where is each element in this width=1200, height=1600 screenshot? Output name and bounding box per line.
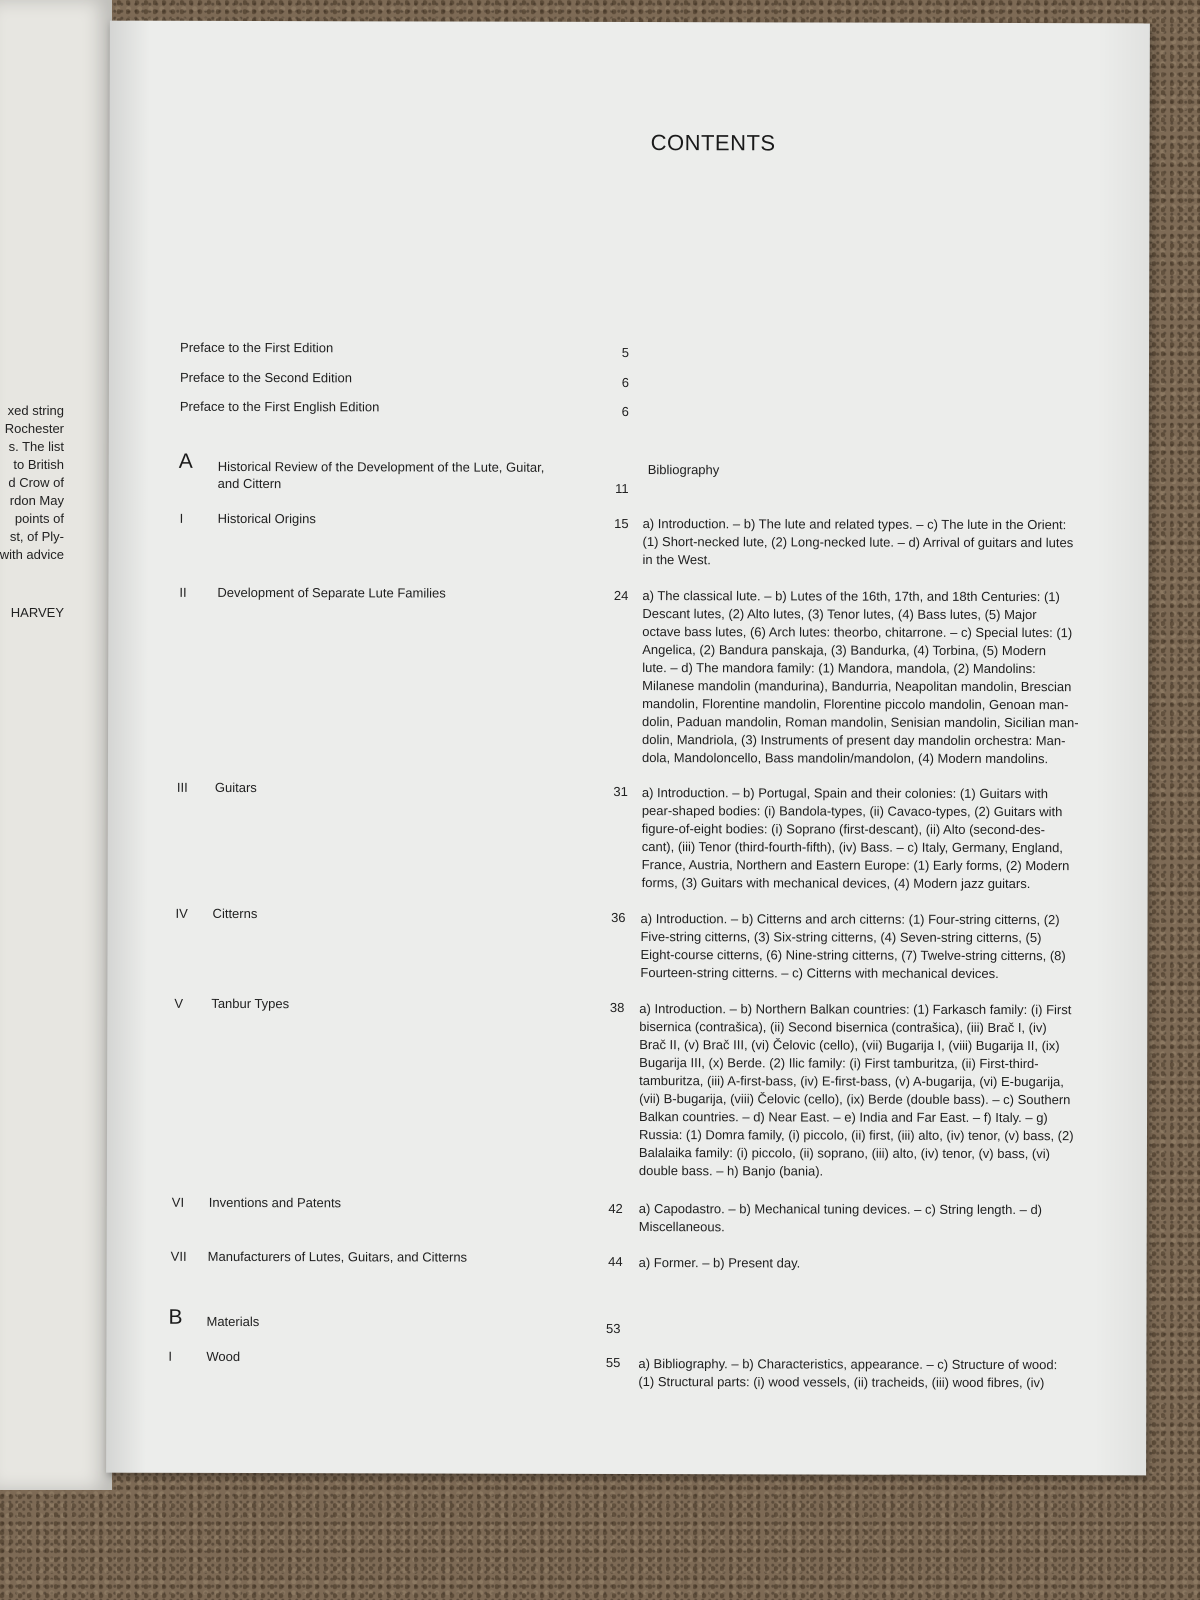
section-title-cont: and Cittern (217, 475, 282, 492)
page-title: CONTENTS (650, 130, 776, 156)
section-desc: Bibliography (647, 462, 720, 478)
page-number: 55 (605, 1354, 621, 1370)
preface-label: Preface to the Second Edition (179, 369, 353, 386)
chapter-title: Manufacturers of Lutes, Guitars, and Citterns (207, 1248, 468, 1265)
chapter-desc: a) Introduction. – b) The lute and related types. – c) The lute in the Orient: (1) Short-necked lute, (2) Long-necked lute. – d) Arrival of guitars and lutes in the West. (642, 516, 1074, 568)
chapter-number: III (176, 779, 188, 795)
chapter-desc: a) Capodastro. – b) Mechanical tuning devices. – c) String length. – d) Miscellaneous. (638, 1201, 1043, 1235)
section-letter: B (168, 1305, 183, 1329)
chapter-desc: a) Introduction. – b) Portugal, Spain and their colonies: (1) Guitars with pear-shaped bodies: (i) Bandola-types, (ii) Cavaco-types, (2) Guitars with figure-of-eight bodies: (i) Soprano (first-descant), (ii) Alto (second-des- cant), (iii) Tenor (third-fourth-fifth), (iv) Bass. – c) Italy, Germany, England, France, Austria, Northern and Eastern Europe: (1) Early forms, (2) Modern forms, (3) Guitars with mechanical devices, (4) Modern jazz guitars. (641, 785, 1070, 892)
preface-label: Preface to the First English Edition (179, 398, 380, 415)
left-page-line: st, of Ply- (9, 529, 64, 544)
chapter-number: V (174, 995, 184, 1011)
chapter-title: Tanbur Types (211, 995, 290, 1012)
page-number: 53 (605, 1320, 621, 1336)
section-letter: A (178, 449, 193, 473)
chapter-number: IV (175, 905, 188, 921)
chapter-desc: a) The classical lute. – b) Lutes of the 16th, 17th, and 18th Centuries: (1) Descant lutes, (2) Alto lutes, (3) Tenor lutes, (4) Bass lutes, (5) Major octave bass lutes, (6) Arch lutes: theorbo, chitarrone. – c) Special lutes: (1) Angelica, (2) Bandura panskaja, (3) Bandurka, (4) Torbina, (5) Modern lute. – d) The mandora family: (1) Mandora, mandola, (2) Mandolins: Milanese mandolin (mandurina), Bandurria, Neapolitan mandolin, Brescian mandolin, Florentine mandolin, Florentine piccolo mandolin, Genoan man- dolin, Paduan mandolin, Roman mandolin, Senisian mandolin, Sicilian man- dolin, Mandriola, (3) Instruments of present day mandolin orchestra: Man- dola, Mandoloncello, Bass mandolin/mandolon, (4) Modern mandolins. (641, 588, 1079, 767)
section-title: Historical Review of the Development of the Lute, Guitar, (217, 458, 545, 475)
preface-label: Preface to the First Edition (180, 339, 334, 356)
left-page-signature: HARVEY (10, 605, 64, 620)
left-page-line: Rochester (4, 421, 64, 436)
left-page-line: rdon May (9, 493, 64, 508)
left-page-line: s. The list (8, 439, 64, 454)
chapter-number: I (168, 1348, 173, 1364)
chapter-desc: a) Introduction. – b) Citterns and arch citterns: (1) Four-string citterns, (2) Five-string citterns, (3) Six-string citterns, (4) Seven-string citterns, (5) Eight-course citterns, (6) Nine-string citterns, (7) Twelve-string citterns, (8) Fourteen-string citterns. – c) Citterns with mechanical devices. (640, 911, 1066, 981)
page-number: 6 (621, 403, 629, 420)
chapter-title: Guitars (214, 779, 257, 796)
chapter-title: Inventions and Patents (208, 1194, 342, 1211)
chapter-title: Historical Origins (217, 510, 316, 527)
contents-page (106, 21, 1150, 1476)
page-number: 5 (621, 344, 630, 361)
chapter-desc: a) Introduction. – b) Northern Balkan countries: (1) Farkasch family: (i) First bisernica (contrašica), (ii) Second bisernica (contrašica), (iii) Brač I, (iv) Brač II, (v) Brač III, (vi) Čelovic (cello), (vii) Bugarija I, (viii) Bugarija II, (ix) Bugarija III, (x) Berde. (2) Ilic family: (i) First tamburitza, (ii) First-third- tamburitza, (iii) A-first-bass, (iv) E-first-bass, (v) A-bugarija, (vi) E-bugarija, (vii) B-bugarija, (viii) Čelovic (cello), (ix) Berde (double bass). – c) Southern Balkan countries. – d) Near East. – e) India and Far East. – f) Italy. – g) Russia: (1) Domra family, (i) piccolo, (ii) first, (iii) alto, (iv) tenor, (v) bass, (2) Balalaika family: (i) piccolo, (ii) soprano, (iii) alto, (iv) tenor, (v) bass, (vi) double bass. – h) Banjo (bania). (638, 1001, 1074, 1179)
chapter-title: Wood (206, 1348, 241, 1364)
chapter-desc: a) Former. – b) Present day. (638, 1255, 801, 1271)
page-number: 44 (608, 1253, 623, 1269)
left-page-line: to British (13, 457, 64, 472)
left-page-line: points of (14, 511, 64, 526)
page-number: 36 (611, 909, 626, 925)
chapter-number: II (179, 584, 187, 600)
chapter-title: Development of Separate Lute Families (217, 584, 446, 601)
chapter-number: VII (170, 1248, 187, 1264)
page-number: 6 (621, 374, 629, 391)
chapter-title: Citterns (212, 905, 258, 922)
left-page-line: d Crow of (8, 475, 64, 490)
page-number: 38 (609, 999, 625, 1015)
page-number: 42 (608, 1200, 623, 1216)
section-title: Materials (206, 1313, 260, 1330)
page-number: 24 (613, 587, 629, 604)
page-number: 15 (614, 515, 629, 532)
page-number: 11 (615, 480, 629, 497)
chapter-number: VI (171, 1194, 185, 1210)
left-page-line: with advice (0, 547, 64, 562)
chapter-number: I (179, 510, 184, 526)
page-number: 31 (613, 783, 628, 799)
left-page-line: xed string (7, 403, 64, 418)
chapter-desc: a) Bibliography. – b) Characteristics, appearance. – c) Structure of wood: (1) Structural parts: (i) wood vessels, (ii) tracheids, (iii) wood fibres, (iv) (638, 1356, 1058, 1391)
